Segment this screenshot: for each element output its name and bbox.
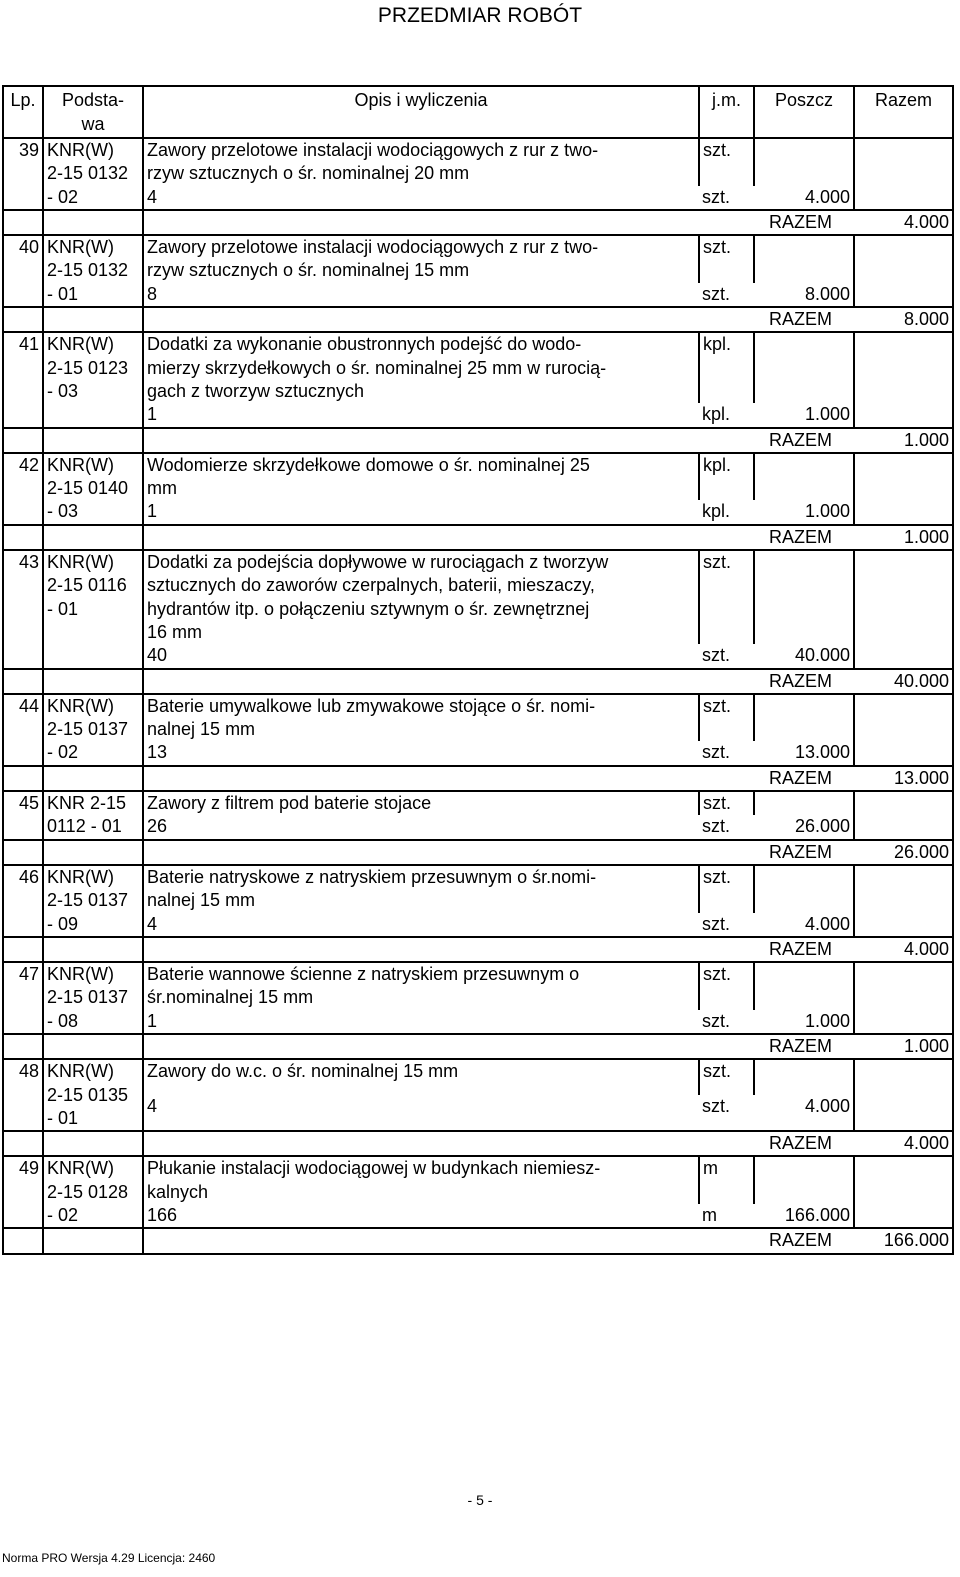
item-sum-row	[3, 428, 953, 453]
item-opis: Baterie natryskowe z natryskiem przesuwnym o śr.nomi- nalnej 15 mm	[143, 865, 699, 913]
item-podstawa: KNR(W) 2-15 0132 - 01	[43, 235, 143, 307]
item-razem-empty	[854, 186, 953, 210]
item-measurement-unit: szt.	[699, 186, 754, 210]
item-row	[3, 138, 953, 186]
item-jm: kpl.	[699, 332, 754, 403]
item-podstawa-empty	[43, 766, 143, 791]
item-measurement-unit: kpl.	[699, 403, 754, 427]
item-opis: Baterie wannowe ścienne z natryskiem przesuwnym o śr.nominalnej 15 mm	[143, 962, 699, 1010]
item-lp-empty	[3, 1034, 43, 1059]
item-lp: 44	[3, 694, 43, 766]
header-podstawa: Podsta- wa	[43, 86, 143, 138]
item-measurement-row	[3, 644, 953, 668]
item-measurement-row	[3, 500, 953, 524]
item-row	[3, 550, 953, 644]
item-podstawa-empty	[43, 307, 143, 332]
item-row	[3, 453, 953, 501]
cost-estimate-table	[2, 85, 954, 1255]
item-razem-label: RAZEM	[143, 937, 854, 962]
item-razem-value: 166.000	[854, 1228, 953, 1253]
item-razem-value: 13.000	[854, 766, 953, 791]
item-razem-value: 1.000	[854, 428, 953, 453]
item-jm: szt.	[699, 962, 754, 1010]
item-opis: Zawory do w.c. o śr. nominalnej 15 mm	[143, 1059, 699, 1095]
item-jm: szt.	[699, 791, 754, 815]
item-razem-empty	[854, 403, 953, 427]
item-opis: Zawory przelotowe instalacji wodociągowych z rur z two- rzyw sztucznych o śr. nominalnej 20 mm	[143, 138, 699, 186]
item-quantity: 1	[143, 1010, 699, 1034]
item-opis: Baterie umywalkowe lub zmywakowe stojące o śr. nomi- nalnej 15 mm	[143, 694, 699, 742]
item-sum-row	[3, 1228, 953, 1253]
item-podstawa: KNR 2-15 0112 - 01	[43, 791, 143, 840]
item-row	[3, 865, 953, 913]
item-lp-empty	[3, 766, 43, 791]
item-lp-empty	[3, 525, 43, 550]
item-measurement-row	[3, 1095, 953, 1131]
item-poszcz-empty	[754, 865, 854, 913]
item-quantity: 166	[143, 1204, 699, 1228]
item-measurement-unit: kpl.	[699, 500, 754, 524]
item-poszcz-empty	[754, 791, 854, 815]
item-razem-empty	[854, 1095, 953, 1131]
item-sum-row	[3, 669, 953, 694]
item-poszcz-value: 1.000	[754, 403, 854, 427]
item-quantity: 8	[143, 283, 699, 307]
item-measurement-unit: szt.	[699, 1010, 754, 1034]
item-razem-empty	[854, 283, 953, 307]
item-razem-empty	[854, 815, 953, 839]
item-sum-row	[3, 307, 953, 332]
item-poszcz-empty	[754, 694, 854, 742]
item-razem-value: 26.000	[854, 840, 953, 865]
item-lp: 47	[3, 962, 43, 1034]
item-poszcz-value: 40.000	[754, 644, 854, 668]
item-razem-value: 1.000	[854, 525, 953, 550]
item-jm: szt.	[699, 235, 754, 283]
item-razem-value: 1.000	[854, 1034, 953, 1059]
item-razem-value: 8.000	[854, 307, 953, 332]
item-quantity: 26	[143, 815, 699, 839]
item-razem-empty	[854, 500, 953, 524]
item-row	[3, 235, 953, 283]
item-razem-empty	[854, 741, 953, 765]
item-sum-row	[3, 525, 953, 550]
item-measurement-row	[3, 1010, 953, 1034]
item-razem-empty	[854, 1204, 953, 1228]
item-lp-empty	[3, 840, 43, 865]
item-podstawa-empty	[43, 1034, 143, 1059]
item-podstawa: KNR(W) 2-15 0128 - 02	[43, 1156, 143, 1228]
item-opis: Dodatki za wykonanie obustronnych podejść do wodo- mierzy skrzydełkowych o śr. nominalnej 25 mm w rurocią- gach z tworzyw sztucznych	[143, 332, 699, 403]
item-lp-empty	[3, 428, 43, 453]
item-quantity: 4	[143, 913, 699, 937]
item-opis: Zawory z filtrem pod baterie stojace	[143, 791, 699, 815]
item-razem-empty	[854, 644, 953, 668]
item-row	[3, 1059, 953, 1095]
item-measurement-row	[3, 913, 953, 937]
item-razem-value: 40.000	[854, 669, 953, 694]
item-jm: szt.	[699, 694, 754, 742]
item-podstawa-empty	[43, 840, 143, 865]
item-measurement-unit: szt.	[699, 815, 754, 839]
item-sum-row	[3, 840, 953, 865]
item-lp: 40	[3, 235, 43, 307]
item-poszcz-empty	[754, 962, 854, 1010]
item-podstawa-empty	[43, 1131, 143, 1156]
item-measurement-row	[3, 1204, 953, 1228]
item-podstawa-empty	[43, 937, 143, 962]
item-jm: szt.	[699, 1059, 754, 1095]
table-body	[3, 138, 953, 1254]
item-poszcz-value: 4.000	[754, 186, 854, 210]
item-poszcz-empty	[754, 235, 854, 283]
header-opis: Opis i wyliczenia	[143, 86, 699, 138]
table-header-row	[3, 86, 953, 138]
header-lp: Lp.	[3, 86, 43, 138]
item-podstawa: KNR(W) 2-15 0116 - 01	[43, 550, 143, 668]
item-row	[3, 1156, 953, 1204]
item-poszcz-empty	[754, 1059, 854, 1095]
item-row	[3, 791, 953, 815]
item-measurement-row	[3, 283, 953, 307]
item-razem-label: RAZEM	[143, 1034, 854, 1059]
item-podstawa: KNR(W) 2-15 0123 - 03	[43, 332, 143, 427]
item-measurement-row	[3, 186, 953, 210]
item-poszcz-value: 1.000	[754, 500, 854, 524]
item-quantity: 1	[143, 500, 699, 524]
item-razem-empty	[854, 1156, 953, 1204]
item-quantity: 4	[143, 1095, 699, 1131]
header-poszcz: Poszcz	[754, 86, 854, 138]
item-lp: 41	[3, 332, 43, 427]
item-razem-value: 4.000	[854, 937, 953, 962]
item-poszcz-value: 166.000	[754, 1204, 854, 1228]
item-podstawa: KNR(W) 2-15 0132 - 02	[43, 138, 143, 210]
item-lp: 45	[3, 791, 43, 840]
item-lp: 39	[3, 138, 43, 210]
header-razem: Razem	[854, 86, 953, 138]
item-row	[3, 962, 953, 1010]
item-measurement-row	[3, 403, 953, 427]
item-razem-value: 4.000	[854, 1131, 953, 1156]
item-sum-row	[3, 1131, 953, 1156]
item-razem-label: RAZEM	[143, 1131, 854, 1156]
item-sum-row	[3, 937, 953, 962]
item-razem-empty	[854, 138, 953, 186]
item-poszcz-value: 1.000	[754, 1010, 854, 1034]
item-lp-empty	[3, 1131, 43, 1156]
item-opis: Wodomierze skrzydełkowe domowe o śr. nominalnej 25 mm	[143, 453, 699, 501]
item-jm: m	[699, 1156, 754, 1204]
item-opis: Dodatki za podejścia dopływowe w rurociągach z tworzyw sztucznych do zaworów czerpalnych, baterii, mieszaczy, hydrantów itp. o połączeniu sztywnym o śr. zewnętrznej 16 mm	[143, 550, 699, 644]
item-lp-empty	[3, 1228, 43, 1253]
item-measurement-unit: m	[699, 1204, 754, 1228]
item-razem-empty	[854, 1059, 953, 1095]
item-quantity: 4	[143, 186, 699, 210]
item-quantity: 1	[143, 403, 699, 427]
item-jm: szt.	[699, 138, 754, 186]
item-razem-empty	[854, 235, 953, 283]
item-poszcz-empty	[754, 138, 854, 186]
item-razem-empty	[854, 962, 953, 1010]
document-title: PRZEDMIAR ROBÓT	[377, 4, 583, 27]
item-measurement-row	[3, 741, 953, 765]
item-lp-empty	[3, 669, 43, 694]
item-razem-value: 4.000	[854, 210, 953, 235]
item-podstawa-empty	[43, 669, 143, 694]
item-measurement-unit: szt.	[699, 741, 754, 765]
item-poszcz-empty	[754, 453, 854, 501]
item-razem-label: RAZEM	[143, 307, 854, 332]
item-podstawa-empty	[43, 525, 143, 550]
item-opis: Zawory przelotowe instalacji wodociągowych z rur z two- rzyw sztucznych o śr. nominalnej 15 mm	[143, 235, 699, 283]
item-podstawa-empty	[43, 428, 143, 453]
item-razem-empty	[854, 550, 953, 644]
item-lp-empty	[3, 210, 43, 235]
item-jm: szt.	[699, 550, 754, 644]
item-podstawa: KNR(W) 2-15 0137 - 09	[43, 865, 143, 937]
item-razem-empty	[854, 453, 953, 501]
item-row	[3, 694, 953, 742]
item-opis: Płukanie instalacji wodociągowej w budynkach niemiesz- kalnych	[143, 1156, 699, 1204]
item-lp-empty	[3, 937, 43, 962]
item-lp: 42	[3, 453, 43, 525]
item-poszcz-value: 13.000	[754, 741, 854, 765]
item-razem-label: RAZEM	[143, 669, 854, 694]
item-razem-label: RAZEM	[143, 840, 854, 865]
item-podstawa: KNR(W) 2-15 0137 - 08	[43, 962, 143, 1034]
page-number: - 5 -	[467, 1492, 493, 1508]
item-poszcz-value: 4.000	[754, 913, 854, 937]
item-sum-row	[3, 766, 953, 791]
item-razem-label: RAZEM	[143, 525, 854, 550]
item-lp: 43	[3, 550, 43, 668]
item-poszcz-empty	[754, 332, 854, 403]
item-razem-label: RAZEM	[143, 210, 854, 235]
item-sum-row	[3, 1034, 953, 1059]
item-razem-label: RAZEM	[143, 766, 854, 791]
item-jm: szt.	[699, 865, 754, 913]
item-razem-empty	[854, 865, 953, 913]
item-razem-label: RAZEM	[143, 1228, 854, 1253]
item-podstawa: KNR(W) 2-15 0140 - 03	[43, 453, 143, 525]
item-razem-empty	[854, 694, 953, 742]
item-poszcz-empty	[754, 550, 854, 644]
item-podstawa: KNR(W) 2-15 0135 - 01	[43, 1059, 143, 1131]
item-measurement-row	[3, 815, 953, 839]
item-lp-empty	[3, 307, 43, 332]
item-measurement-unit: szt.	[699, 644, 754, 668]
item-podstawa-empty	[43, 210, 143, 235]
software-info: Norma PRO Wersja 4.29 Licencja: 2460	[2, 1551, 216, 1565]
item-poszcz-value: 4.000	[754, 1095, 854, 1131]
item-measurement-unit: szt.	[699, 913, 754, 937]
item-razem-empty	[854, 1010, 953, 1034]
item-razem-empty	[854, 332, 953, 403]
item-poszcz-empty	[754, 1156, 854, 1204]
item-lp: 48	[3, 1059, 43, 1131]
item-razem-empty	[854, 913, 953, 937]
item-row	[3, 332, 953, 403]
item-podstawa-empty	[43, 1228, 143, 1253]
item-podstawa: KNR(W) 2-15 0137 - 02	[43, 694, 143, 766]
item-poszcz-value: 26.000	[754, 815, 854, 839]
header-jm: j.m.	[699, 86, 754, 138]
item-jm: kpl.	[699, 453, 754, 501]
item-razem-empty	[854, 791, 953, 815]
item-quantity: 40	[143, 644, 699, 668]
item-quantity: 13	[143, 741, 699, 765]
item-lp: 49	[3, 1156, 43, 1228]
item-measurement-unit: szt.	[699, 1095, 754, 1131]
item-measurement-unit: szt.	[699, 283, 754, 307]
item-lp: 46	[3, 865, 43, 937]
item-razem-label: RAZEM	[143, 428, 854, 453]
item-sum-row	[3, 210, 953, 235]
item-poszcz-value: 8.000	[754, 283, 854, 307]
